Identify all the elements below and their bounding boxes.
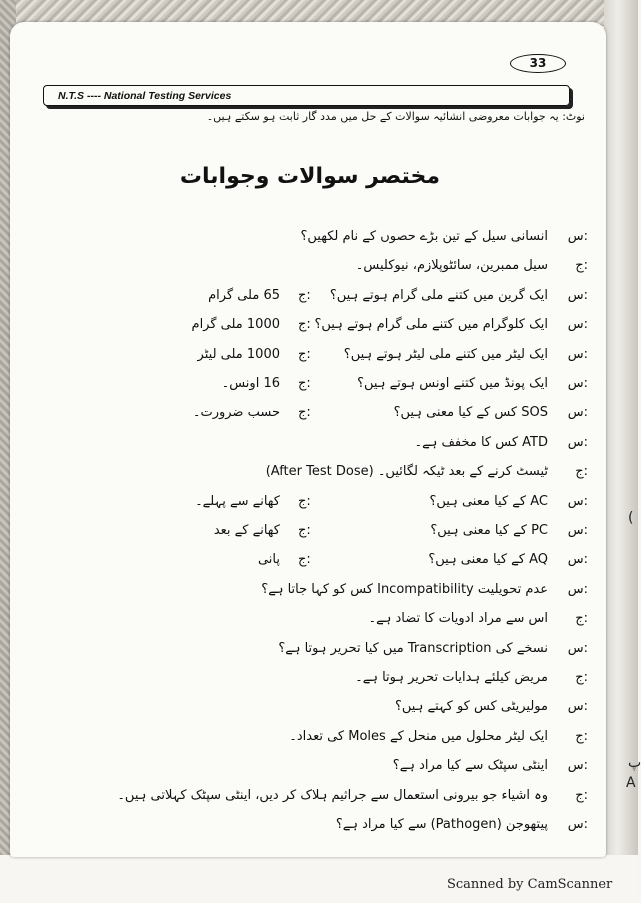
row-label: س:	[567, 640, 588, 656]
row-label: س:	[567, 758, 588, 774]
row-text: اینٹی سپٹک سے کیا مراد ہے؟	[392, 758, 548, 774]
qa-row	[0, 464, 638, 490]
qa-row	[0, 611, 638, 637]
answer-text: 65 ملی گرام	[208, 287, 280, 303]
row-label: ج:	[575, 787, 588, 803]
row-label: ج:	[575, 611, 588, 627]
note-line: نوٹ: یہ جوابات معروضی انشائیہ سوالات کے حل میں مدد گار ثابت ہو سکتے ہیں۔	[206, 110, 585, 123]
answer-label: ج:	[298, 523, 311, 538]
row-text: مولیریٹی کس کو کہتے ہیں؟	[395, 699, 548, 715]
row-label: س:	[567, 699, 588, 715]
qa-row	[0, 347, 638, 373]
row-text: مریض کیلئے ہدایات تحریر ہوتا ہے۔	[355, 670, 548, 685]
answer-label: ج:	[298, 552, 311, 568]
row-text: وہ اشیاء جو بیرونی استعمال سے جراثیم ہلاک کر دیں، اینٹی سپٹک کہلاتی ہیں۔	[117, 787, 548, 803]
row-text: ٹیسٹ کرنے کے بعد ٹیکہ لگائیں۔ (After Test Dose)	[265, 464, 548, 480]
row-text: ایک گرین میں کتنے ملی گرام ہوتے ہیں؟	[329, 287, 548, 303]
qa-row	[0, 817, 638, 843]
row-label: س:	[567, 493, 588, 509]
qa-row	[0, 229, 638, 255]
qa-row	[0, 758, 638, 784]
qa-row	[0, 258, 638, 284]
qa-row	[0, 729, 638, 755]
answer-label: ج:	[298, 287, 311, 303]
row-text: AC کے کیا معنی ہیں؟	[429, 493, 548, 509]
qa-row	[0, 288, 638, 314]
row-label: ج:	[575, 464, 588, 480]
row-text: PC کے کیا معنی ہیں؟	[430, 523, 548, 538]
answer-text: کھانے کے بعد	[213, 523, 280, 538]
row-text: عدم تحویلیت Incompatibility کس کو کہا جاتا ہے؟	[261, 581, 548, 597]
scanner-watermark: Scanned by CamScanner	[447, 877, 613, 892]
row-text: پیتھوجن (Pathogen) سے کیا مراد ہے؟	[335, 817, 548, 832]
row-text: ایک پونڈ میں کتنے اونس ہوتے ہیں؟	[357, 376, 548, 391]
page-header: N.T.S ---- National Testing Services	[43, 85, 570, 106]
qa-row	[0, 788, 638, 814]
answer-text: 16 اونس۔	[221, 376, 280, 391]
answer-label: ج:	[298, 346, 311, 362]
row-label: ج:	[575, 670, 588, 685]
page-number: 33	[510, 54, 566, 73]
qa-row	[0, 582, 638, 608]
qa-row	[0, 435, 638, 461]
row-label: س:	[567, 317, 588, 333]
row-label: س:	[567, 581, 588, 597]
answer-text: کھانے سے پہلے۔	[195, 493, 280, 509]
answer-text: پانی	[257, 552, 280, 568]
edge-char: (	[628, 510, 634, 526]
row-label: س:	[567, 376, 588, 391]
edge-char: پ	[628, 755, 641, 771]
qa-row	[0, 670, 638, 696]
row-label: س:	[567, 434, 588, 450]
answer-label: ج:	[298, 317, 311, 333]
row-label: س:	[567, 229, 588, 244]
row-label: س:	[567, 523, 588, 538]
qa-row	[0, 552, 638, 578]
row-text: اس سے مراد ادویات کا تضاد ہے۔	[368, 611, 548, 627]
qa-row	[0, 317, 638, 343]
row-text: انسانی سیل کے تین بڑے حصوں کے نام لکھیں؟	[300, 229, 548, 244]
answer-label: ج:	[298, 493, 311, 509]
row-label: ج:	[575, 258, 588, 274]
row-text: سیل ممبرین، سائٹوپلازم، نیوکلیس۔	[355, 258, 548, 274]
row-text: ایک لیٹر میں کتنے ملی لیٹر ہوتے ہیں؟	[343, 346, 548, 362]
row-text: ایک لیٹر محلول میں منحل کے Moles کی تعداد۔	[289, 728, 548, 744]
answer-text: حسب ضرورت۔	[192, 405, 280, 421]
page-title: مختصر سوالات وجوابات	[179, 164, 440, 189]
qa-row	[0, 523, 638, 549]
qa-row	[0, 699, 638, 725]
edge-char: A	[626, 775, 636, 791]
qa-row	[0, 494, 638, 520]
qa-row	[0, 405, 638, 431]
row-label: س:	[567, 552, 588, 568]
row-label: س:	[567, 346, 588, 362]
row-label: س:	[567, 287, 588, 303]
row-text: ایک کلوگرام میں کتنے ملی گرام ہوتے ہیں؟	[314, 317, 548, 333]
qa-row	[0, 641, 638, 667]
row-text: ATD کس کا مخفف ہے۔	[414, 434, 548, 450]
answer-label: ج:	[298, 376, 311, 391]
row-text: AQ کے کیا معنی ہیں؟	[428, 552, 548, 568]
row-label: س:	[567, 817, 588, 832]
row-label: ج:	[575, 728, 588, 744]
row-label: س:	[567, 405, 588, 421]
qa-row	[0, 376, 638, 402]
answer-text: 1000 ملی گرام	[191, 317, 280, 333]
row-text: نسخے کی Transcription میں کیا تحریر ہوتا ہے؟	[278, 640, 548, 656]
row-text: SOS کس کے کیا معنی ہیں؟	[393, 405, 548, 421]
answer-text: 1000 ملی لیٹر	[197, 346, 280, 362]
answer-label: ج:	[298, 405, 311, 421]
